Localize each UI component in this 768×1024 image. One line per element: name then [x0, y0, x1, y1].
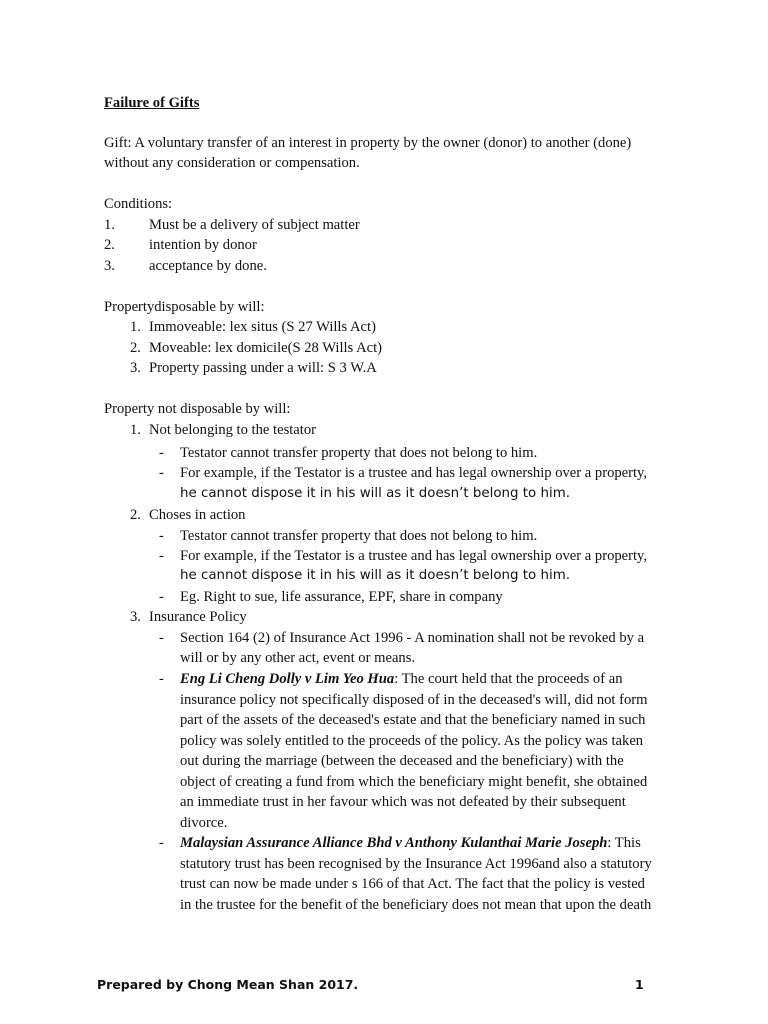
footer-prepared-by: Prepared by Chong Mean Shan 2017.	[97, 977, 359, 992]
bullet-dash: -	[159, 465, 164, 481]
bullet-dash: -	[159, 630, 164, 646]
case-name: Malaysian Assurance Alliance Bhd v Anthony Kulanthai Marie Joseph	[180, 835, 608, 851]
page-title: Failure of Gifts	[104, 95, 200, 111]
condition-text: acceptance by done.	[149, 258, 267, 274]
condition-number: 1.	[104, 217, 115, 233]
disposable-number: 2.	[130, 340, 141, 356]
bullet-text: For example, if the Testator is a trustee and has legal ownership over a property,	[180, 548, 648, 564]
gift-definition-line-1: Gift: A voluntary transfer of an interest in property by the owner (donor) to another (done)	[104, 135, 632, 151]
bullet-text: Testator cannot transfer property that does not belong to him.	[180, 445, 538, 461]
disposable-text: Property passing under a will: S 3 W.A	[149, 360, 377, 376]
case-paragraph-line: statutory trust has been recognised by the Insurance Act 1996and also a statutory	[180, 856, 652, 872]
bullet-text: Section 164 (2) of Insurance Act 1996 - A nomination shall not be revoked by a	[180, 630, 645, 646]
bullet-dash: -	[159, 445, 164, 461]
condition-text: intention by donor	[149, 237, 257, 253]
bullet-dash: -	[159, 528, 164, 544]
bullet-text: Eg. Right to sue, life assurance, EPF, share in company	[180, 589, 503, 605]
bullet-dash: -	[159, 589, 164, 605]
conditions-heading: Conditions:	[104, 196, 173, 212]
bullet-dash: -	[159, 548, 164, 564]
not-disposable-heading: Property not disposable by will:	[104, 401, 291, 417]
case-paragraph-line: object of creating a fund from which the beneficiary might benefit, she obtained	[180, 774, 648, 790]
disposable-number: 1.	[130, 319, 141, 335]
case-text: : The court held that the proceeds of an	[394, 671, 623, 687]
condition-text: Must be a delivery of subject matter	[149, 217, 360, 233]
case-paragraph-line: part of the assets of the deceased's estate and that the beneficiary named in such	[180, 712, 646, 728]
not-disposable-number: 1.	[130, 422, 141, 438]
case-paragraph-line	[180, 833, 641, 853]
bullet-text: For example, if the Testator is a trustee and has legal ownership over a property,	[180, 465, 648, 481]
disposable-number: 3.	[130, 360, 141, 376]
not-disposable-text: Not belonging to the testator	[149, 422, 316, 438]
case-paragraph-line	[180, 669, 623, 689]
case-paragraph-line: out during the marriage (between the deceased and the beneficiary) with the	[180, 753, 624, 769]
case-paragraph-line: policy was solely entitled to the proceeds of the policy. As the policy was taken	[180, 733, 644, 749]
condition-number: 2.	[104, 237, 115, 253]
disposable-text: Immoveable: lex situs (S 27 Wills Act)	[149, 319, 376, 335]
bullet-text-continued: he cannot dispose it in his will as it doesn’t belong to him.	[180, 568, 571, 583]
page-number: 1	[635, 977, 644, 992]
disposable-text: Moveable: lex domicile(S 28 Wills Act)	[149, 340, 383, 356]
case-paragraph-line: insurance policy not specifically disposed of in the deceased's will, did not form	[180, 692, 648, 708]
not-disposable-number: 2.	[130, 507, 141, 523]
disposable-heading: Propertydisposable by will:	[104, 299, 265, 315]
bullet-text: Testator cannot transfer property that does not belong to him.	[180, 528, 538, 544]
bullet-dash: -	[159, 835, 164, 851]
case-paragraph-line: trust can now be made under s 166 of that Act. The fact that the policy is vested	[180, 876, 645, 892]
bullet-dash: -	[159, 671, 164, 687]
case-text: : This	[607, 835, 641, 851]
case-paragraph-line: in the trustee for the benefit of the beneficiary does not mean that upon the death	[180, 897, 652, 913]
case-paragraph-line: divorce.	[180, 815, 228, 831]
bullet-text-continued: he cannot dispose it in his will as it doesn’t belong to him.	[180, 486, 571, 501]
not-disposable-text: Insurance Policy	[149, 609, 247, 625]
condition-number: 3.	[104, 258, 115, 274]
case-paragraph-line: an immediate trust in her favour which was not defeated by their subsequent	[180, 794, 626, 810]
case-name: Eng Li Cheng Dolly v Lim Yeo Hua	[180, 671, 395, 687]
bullet-text-continued: will or by any other act, event or means.	[180, 650, 416, 666]
not-disposable-text: Choses in action	[149, 507, 246, 523]
not-disposable-number: 3.	[130, 609, 141, 625]
gift-definition-line-2: without any consideration or compensation.	[104, 155, 360, 171]
